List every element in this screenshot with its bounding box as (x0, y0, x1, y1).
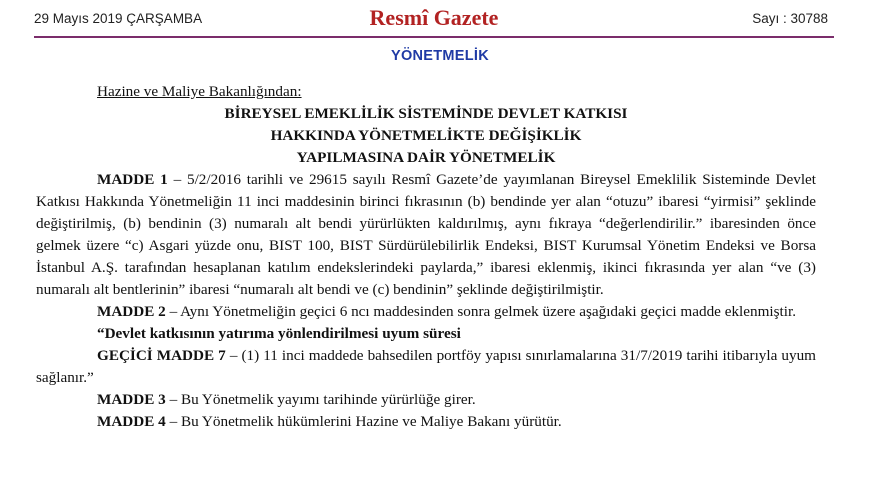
provisional-article-label: GEÇİCİ MADDE 7 (97, 347, 226, 364)
article-2-text: – Aynı Yönetmeliğin geçici 6 ncı maddesinden sonra gelmek üzere aşağıdaki geçici madde eklenmiştir. (165, 303, 796, 320)
provisional-article-heading (36, 323, 816, 345)
article-2 (36, 301, 816, 323)
article-4 (36, 411, 816, 433)
article-3-label: MADDE 3 (97, 391, 166, 408)
article-2-label: MADDE 2 (97, 303, 166, 320)
regulation-heading-line-3: YAPILMASINA DAİR YÖNETMELİK (296, 149, 556, 166)
article-1-text: – 5/2/2016 tarihli ve 29615 sayılı Resmî Gazete’de yayımlanan Bireysel Emeklilik Sisteminde Devlet Katkısı Hakkında Yönetmeliğin 11 inci maddesinin birinci fıkrasının (b) bendinde yer alan “otuzu” ibaresi “yirmisi” şeklinde değiştirilmiş, (b) bendinin (3) numaralı alt bendi yürürlükten kaldırılmış, aynı fıkraya “değerlendirilir.” ibaresinden önce gelmek üzere “c) Asgari yüzde onu, BIST 100, BIST Sürdürülebilirlik Endeksi, BIST Kurumsal Yönetim Endeksi ve Borsa İstanbul A.Ş. tarafından hesaplanan katılım endekslerindeki paylarda,” ibaresi eklenmiş, ikinci fıkrasında yer alan “ve (3) numaralı alt bentlerinin” ibaresi “numaralı alt bendi ve (c) bendinin” şeklinde değiştirilmiştir. (36, 171, 816, 298)
regulation-body (36, 81, 816, 433)
provisional-article-text: – (1) 11 inci maddede bahsedilen portföy yapısı sınırlamalarına 31/7/2019 tarihi itibarıyla uyum sağlanır.” (36, 347, 816, 386)
provisional-heading-text: “Devlet katkısının yatırıma yönlendirilmesi uyum süresi (97, 325, 461, 342)
article-3 (36, 389, 816, 411)
article-3-text: – Bu Yönetmelik yayımı tarihinde yürürlüğe girer. (165, 391, 476, 408)
issue-number: Sayı : 30788 (752, 11, 828, 26)
article-1-label: MADDE 1 (97, 171, 168, 188)
article-4-text: – Bu Yönetmelik hükümlerini Hazine ve Maliye Bakanı yürütür. (165, 413, 562, 430)
gazette-title: Resmî Gazete (369, 5, 499, 30)
regulation-heading-line-2: HAKKINDA YÖNETMELİKTE DEĞİŞİKLİK (270, 127, 582, 144)
section-title: YÖNETMELİK (390, 48, 490, 64)
ministry-line: Hazine ve Maliye Bakanlığından: (97, 83, 302, 100)
regulation-heading-line-1: BİREYSEL EMEKLİLİK SİSTEMİNDE DEVLET KATKISI (224, 105, 628, 122)
article-1 (36, 169, 816, 301)
article-4-label: MADDE 4 (97, 413, 166, 430)
gazette-header (34, 0, 834, 38)
publication-date: 29 Mayıs 2019 ÇARŞAMBA (34, 11, 203, 26)
provisional-article-7 (36, 345, 816, 389)
